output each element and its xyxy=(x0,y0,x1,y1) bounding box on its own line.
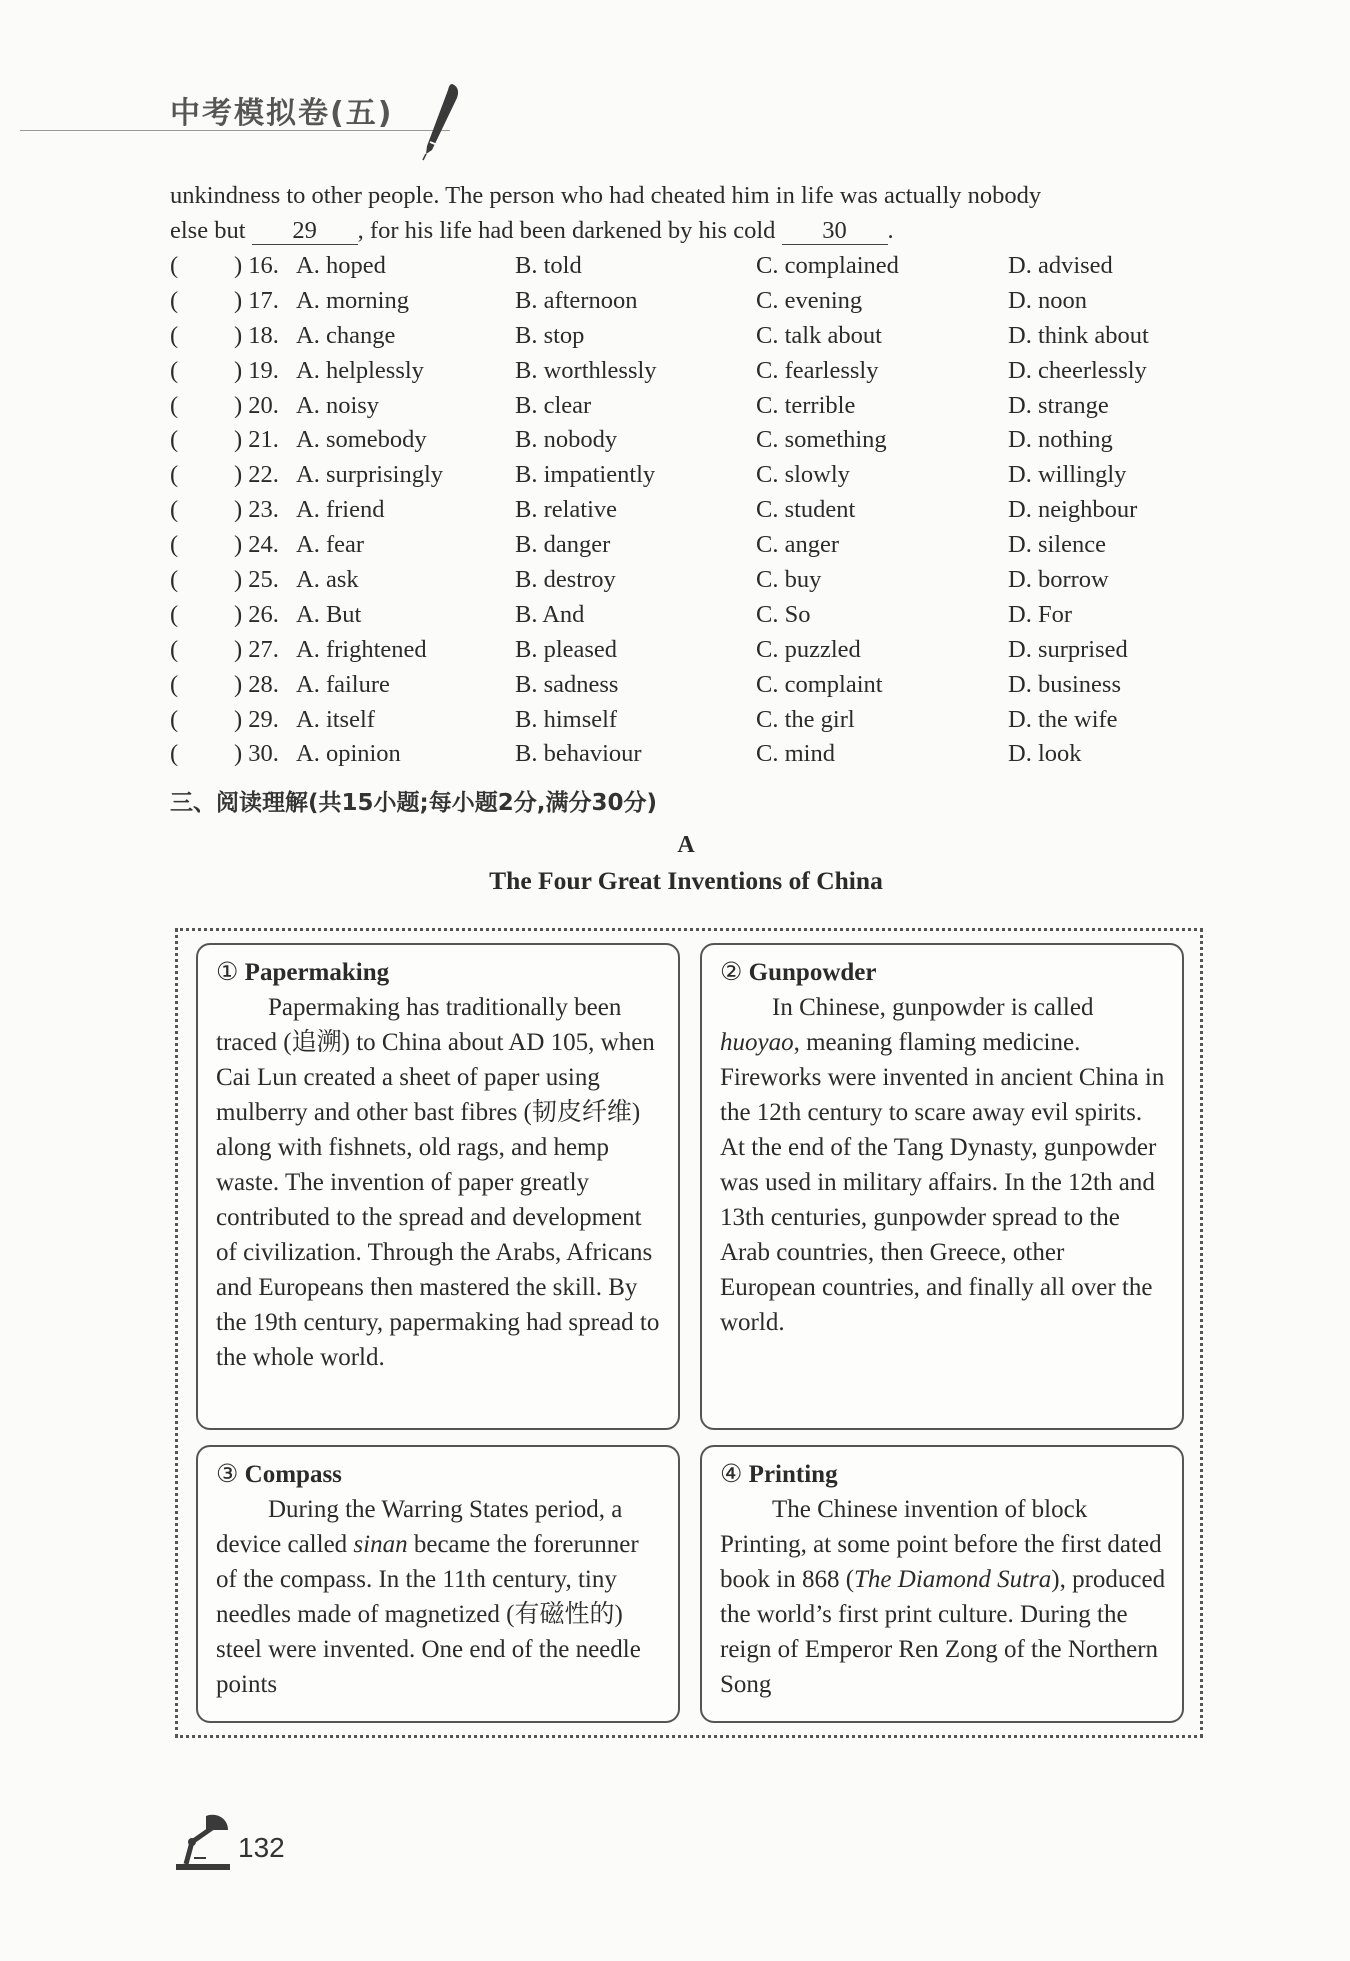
part-label: A xyxy=(677,832,695,858)
passage-text: . xyxy=(887,217,894,244)
card-printing xyxy=(700,1445,1184,1723)
option-b: B. told xyxy=(515,252,582,279)
card-heading xyxy=(216,1457,662,1492)
option-c: C. fearlessly xyxy=(756,356,879,384)
question-number: ) 28. xyxy=(234,670,279,698)
question-row xyxy=(170,426,1190,461)
question-number: ) 27. xyxy=(234,635,279,663)
option-c: C. student xyxy=(756,496,856,524)
question-row xyxy=(170,706,1190,741)
option-c: C. terrible xyxy=(756,391,856,419)
question-number: ) 19. xyxy=(234,356,279,384)
question-number: ) 20. xyxy=(234,391,279,419)
question-row xyxy=(170,287,1190,322)
option-b: B. impatiently xyxy=(515,461,656,489)
option-c: C. anger xyxy=(756,531,839,559)
question-number: ) 23. xyxy=(234,496,279,524)
option-d: D. neighbour xyxy=(1008,496,1138,524)
circled-number: ③ xyxy=(216,1461,239,1488)
option-a: A. helplessly xyxy=(296,356,424,384)
card-text xyxy=(720,990,1166,1340)
question-number: ) 25. xyxy=(234,566,279,594)
question-row xyxy=(170,496,1190,531)
option-d: D. surprised xyxy=(1008,635,1128,663)
question-row xyxy=(170,461,1190,496)
question-number: ) 24. xyxy=(234,531,279,559)
option-d: D. willingly xyxy=(1008,461,1127,489)
italic-term: huoyao xyxy=(720,1029,794,1056)
desk-lamp-icon xyxy=(172,1810,234,1872)
blank-29: 29 xyxy=(252,218,358,245)
card-title: Papermaking xyxy=(244,959,390,986)
blank-30: 30 xyxy=(782,218,888,245)
option-c: C. complaint xyxy=(756,670,883,698)
cloze-passage-end xyxy=(170,178,1170,248)
option-c: C. evening xyxy=(756,286,863,314)
option-a: A. noisy xyxy=(296,391,380,419)
option-d: D. advised xyxy=(1008,252,1113,279)
option-b: B. nobody xyxy=(515,426,618,454)
option-a: A. failure xyxy=(296,670,390,698)
option-b: B. afternoon xyxy=(515,286,638,314)
answer-bracket: ( xyxy=(170,740,179,768)
pen-icon xyxy=(418,80,462,162)
option-d: D. nothing xyxy=(1008,426,1113,454)
question-row xyxy=(170,740,1190,775)
option-a: A. hoped xyxy=(296,252,386,279)
option-b: B. behaviour xyxy=(515,740,642,768)
option-d: D. noon xyxy=(1008,286,1087,314)
card-text-part: The Chinese invention of block Printing, at some point before the first dated book in 868 ( xyxy=(720,1496,1162,1593)
option-a: A. frightened xyxy=(296,635,427,663)
option-a: A. change xyxy=(296,321,396,349)
option-d: D. think about xyxy=(1008,321,1149,349)
passage-line-2 xyxy=(170,213,1170,248)
card-gunpowder xyxy=(700,943,1184,1430)
card-heading xyxy=(720,955,1166,990)
option-b: B. himself xyxy=(515,705,618,733)
option-c: C. puzzled xyxy=(756,635,861,663)
card-heading xyxy=(720,1457,1166,1492)
option-d: D. the wife xyxy=(1008,705,1118,733)
answer-bracket: ( xyxy=(170,356,179,384)
section-heading: 三、阅读理解(共15小题;每小题2分,满分30分) xyxy=(170,790,657,816)
option-a: A. somebody xyxy=(296,426,427,454)
option-d: D. business xyxy=(1008,670,1121,698)
answer-bracket: ( xyxy=(170,321,179,349)
card-text-part: , meaning flaming medicine. Fireworks were invented in ancient China in the 12th century to scare away evil spirits. At the end of the Tang Dynasty, gunpowder was used in military affairs. In the 12th and 13th centuries, gunpowder spread to the Arab countries, then Greece, other European countries, and finally all over the world. xyxy=(720,1029,1165,1336)
option-c: C. talk about xyxy=(756,321,882,349)
option-a: A. surprisingly xyxy=(296,461,443,489)
question-row xyxy=(170,322,1190,357)
option-d: D. cheerlessly xyxy=(1008,356,1147,384)
option-a: A. opinion xyxy=(296,740,401,768)
option-b: B. stop xyxy=(515,321,585,349)
circled-number: ② xyxy=(720,959,743,986)
answer-bracket: ( xyxy=(170,461,179,489)
card-title: Gunpowder xyxy=(748,959,877,986)
answer-bracket: ( xyxy=(170,705,179,733)
option-a: A. morning xyxy=(296,286,409,314)
option-b: B. clear xyxy=(515,391,592,419)
page-header xyxy=(0,70,1350,140)
card-text-part: In Chinese, gunpowder is called xyxy=(772,994,1094,1021)
option-b: B. sadness xyxy=(515,670,619,698)
answer-bracket: ( xyxy=(170,566,179,594)
answer-bracket: ( xyxy=(170,252,179,279)
question-row xyxy=(170,392,1190,427)
answer-bracket: ( xyxy=(170,670,179,698)
option-b: B. danger xyxy=(515,531,611,559)
answer-bracket: ( xyxy=(170,600,179,628)
option-c: C. So xyxy=(756,600,811,628)
card-compass xyxy=(196,1445,680,1723)
card-text-part: became the forerunner of the compass. In the 11th century, tiny needles made of magnetized (有磁性的) steel were invented. One end of the needle points xyxy=(216,1531,641,1698)
exam-title: 中考模拟卷(五) xyxy=(170,96,394,131)
question-row xyxy=(170,601,1190,636)
option-d: D. strange xyxy=(1008,391,1109,419)
passage-text: else but xyxy=(170,217,246,244)
answer-bracket: ( xyxy=(170,391,179,419)
question-row xyxy=(170,636,1190,671)
header-divider xyxy=(20,130,450,131)
card-text xyxy=(720,1492,1166,1702)
card-text-part: During the Warring States period, a device called xyxy=(216,1496,623,1558)
question-number: ) 30. xyxy=(234,740,279,768)
circled-number: ④ xyxy=(720,1461,743,1488)
option-b: B. pleased xyxy=(515,635,618,663)
card-heading xyxy=(216,955,662,990)
option-b: B. And xyxy=(515,600,585,628)
question-list xyxy=(170,252,1190,775)
card-text: Papermaking has traditionally been traced (追溯) to China about AD 105, when Cai Lun created a sheet of paper using mulberry and other bast fibres (韧皮纤维) along with fishnets, old rags, and hemp waste. The invention of paper greatly contributed to the spread and development of civilization. Through the Arabs, Africans and Europeans then mastered the skill. By the 19th century, papermaking had spread to the whole world. xyxy=(216,994,660,1371)
option-b: B. worthlessly xyxy=(515,356,657,384)
passage-line-1: unkindness to other people. The person who had cheated him in life was actually nobody xyxy=(170,182,1042,209)
card-papermaking xyxy=(196,943,680,1430)
question-number: ) 22. xyxy=(234,461,279,489)
option-d: D. silence xyxy=(1008,531,1106,559)
question-row xyxy=(170,566,1190,601)
italic-term: The Diamond Sutra xyxy=(854,1566,1052,1593)
answer-bracket: ( xyxy=(170,531,179,559)
option-c: C. complained xyxy=(756,252,899,279)
question-number: ) 17. xyxy=(234,286,279,314)
option-c: C. something xyxy=(756,426,887,454)
option-b: B. destroy xyxy=(515,566,616,594)
question-number: ) 21. xyxy=(234,426,279,454)
question-number: ) 16. xyxy=(234,252,279,279)
option-c: C. the girl xyxy=(756,705,855,733)
option-a: A. friend xyxy=(296,496,385,524)
circled-number: ① xyxy=(216,959,239,986)
option-a: A. But xyxy=(296,600,362,628)
question-row xyxy=(170,357,1190,392)
option-c: C. buy xyxy=(756,566,822,594)
question-row xyxy=(170,531,1190,566)
answer-bracket: ( xyxy=(170,286,179,314)
question-number: ) 18. xyxy=(234,321,279,349)
question-number: ) 26. xyxy=(234,600,279,628)
option-d: D. For xyxy=(1008,600,1072,628)
question-row xyxy=(170,252,1190,287)
card-text xyxy=(216,1492,662,1702)
card-title: Printing xyxy=(748,1461,838,1488)
card-text-part: ), produced the world’s first print culture. During the reign of Emperor Ren Zong of the Northern Song xyxy=(720,1566,1166,1698)
option-c: C. mind xyxy=(756,740,835,768)
option-a: A. itself xyxy=(296,705,375,733)
card-title: Compass xyxy=(244,1461,342,1488)
answer-bracket: ( xyxy=(170,635,179,663)
page-number: 132 xyxy=(238,1832,285,1863)
option-b: B. relative xyxy=(515,496,618,524)
passage-title: The Four Great Inventions of China xyxy=(489,866,883,895)
italic-term: sinan xyxy=(353,1531,408,1558)
question-row xyxy=(170,671,1190,706)
question-number: ) 29. xyxy=(234,705,279,733)
option-a: A. ask xyxy=(296,566,359,594)
answer-bracket: ( xyxy=(170,426,179,454)
answer-bracket: ( xyxy=(170,496,179,524)
option-c: C. slowly xyxy=(756,461,850,489)
option-d: D. borrow xyxy=(1008,566,1109,594)
option-a: A. fear xyxy=(296,531,365,559)
passage-text: , for his life had been darkened by his cold xyxy=(357,217,776,244)
option-d: D. look xyxy=(1008,740,1082,768)
